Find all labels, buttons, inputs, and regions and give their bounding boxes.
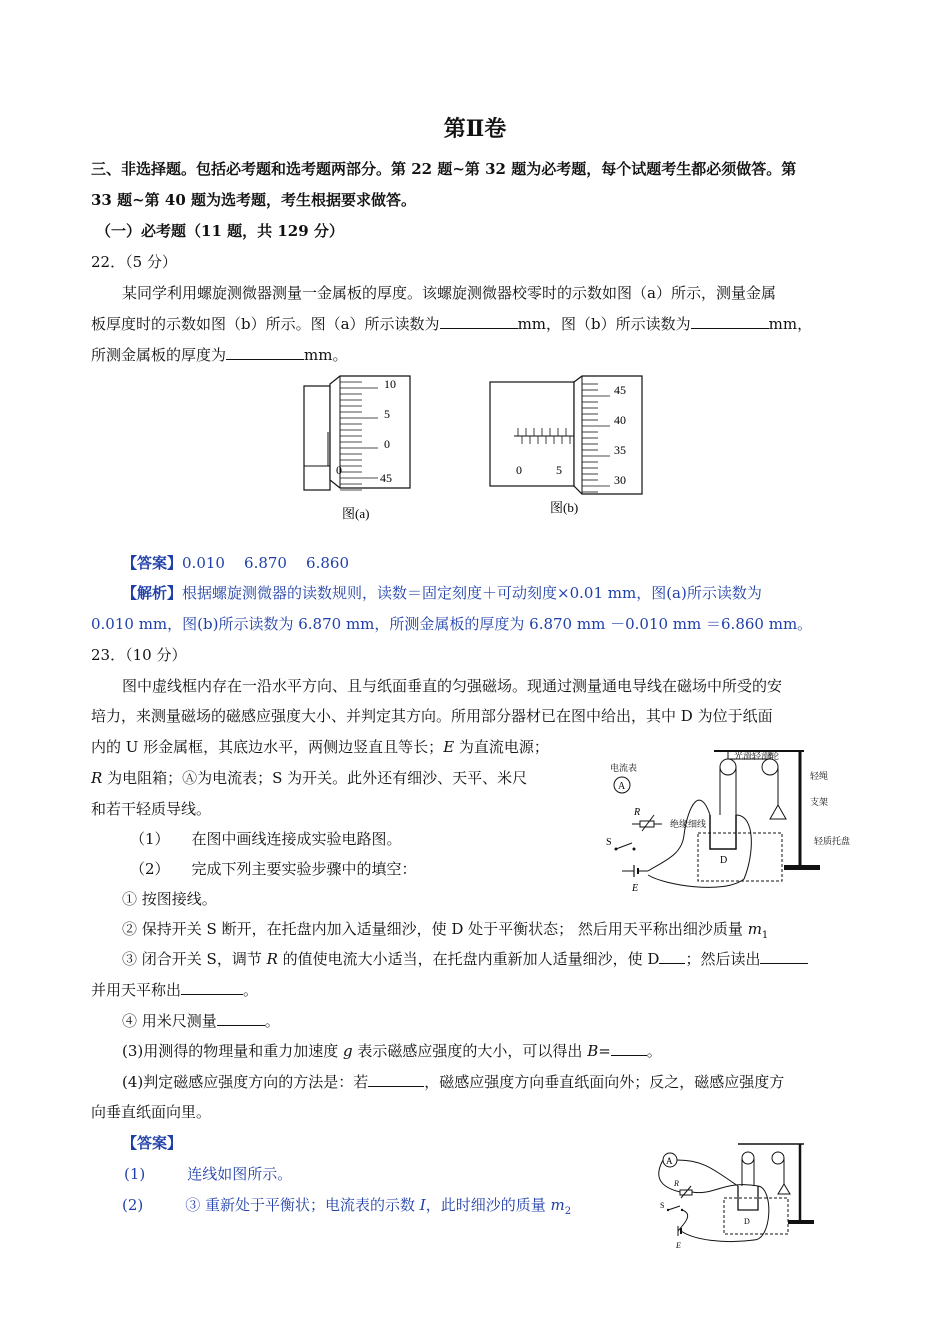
svg-text:S: S bbox=[606, 837, 612, 848]
svg-text:R: R bbox=[634, 807, 641, 818]
thimble-label: 30 bbox=[614, 473, 626, 487]
thimble-label: 45 bbox=[380, 471, 392, 485]
answer-blank[interactable] bbox=[226, 344, 304, 360]
q22-text-3: 所测金属板的厚度为 mm。 bbox=[91, 346, 348, 364]
q23-part-4: (4)判定磁感应强度方向的方法是：若 ，磁感应强度方向垂直纸面向外；反之，磁感应强度方 bbox=[122, 1073, 785, 1091]
svg-text:D: D bbox=[720, 855, 728, 866]
svg-text:E: E bbox=[632, 883, 639, 894]
q22-header: 22．（5 分） bbox=[91, 253, 177, 271]
switch-icon bbox=[616, 843, 632, 849]
pulley-icon bbox=[720, 759, 736, 775]
answer-circuit-figure bbox=[654, 1140, 824, 1250]
intro-line-2: 33 题~第 40 题为选考题，考生根据要求做答。 bbox=[91, 191, 416, 209]
q23-answer-2: (2) ③ 重新处于平衡状；电流表的示数 I，此时细沙的质量 $m_2$ bbox=[122, 1196, 572, 1217]
q23-sub-1: （1） 在图中画线连接成实验电路图。 bbox=[130, 830, 402, 848]
q23-text-5: 和若干轻质导线。 bbox=[91, 800, 212, 818]
tray-icon bbox=[770, 805, 786, 819]
tray-label: 轻质托盘 bbox=[814, 836, 851, 846]
answer-blank[interactable] bbox=[659, 948, 685, 964]
thimble-label: 45 bbox=[614, 383, 626, 397]
q23-answer-1: (1) 连线如图所示。 bbox=[124, 1165, 293, 1183]
q23-text-2: 培力，来测量磁场的磁感应强度大小、并判定其方向。所用部分器材已在图中给出，其中 D 为位于纸面 bbox=[91, 707, 773, 725]
micrometer-figure-a bbox=[300, 372, 420, 524]
micrometer-figure-b bbox=[488, 372, 648, 524]
answer-blank[interactable] bbox=[440, 313, 518, 329]
q23-text-3: 内的 U 形金属框，其底边水平，两侧边竖直且等长；E 为直流电源； bbox=[91, 738, 549, 756]
svg-text:A: A bbox=[618, 781, 626, 792]
q22-answer: 【答案】0.010 6.870 6.860 bbox=[122, 554, 349, 572]
thimble-label: 10 bbox=[384, 377, 396, 391]
answer-blank[interactable] bbox=[368, 1071, 424, 1087]
svg-text:E: E bbox=[676, 1241, 681, 1250]
sleeve-label: 5 bbox=[556, 463, 562, 477]
ammeter-label: 电流表 bbox=[610, 763, 638, 773]
required-heading: （一）必考题（11 题，共 129 分） bbox=[96, 222, 344, 240]
svg-text:A: A bbox=[666, 1156, 673, 1166]
answer-blank[interactable] bbox=[611, 1040, 647, 1056]
intro-line-1: 三、非选择题。包括必考题和选考题两部分。第 22 题~第 32 题为必考题，每个试题考生都必须做答。第 bbox=[91, 160, 797, 178]
q22-text-2: 板厚度时的示数如图（b）所示。图（a）所示读数为 mm，图（b）所示读数为 mm， bbox=[91, 315, 813, 333]
u-frame bbox=[710, 815, 736, 849]
pulley-label: 光滑轻滑轮 bbox=[734, 751, 780, 761]
stand-label: 支架 bbox=[810, 797, 829, 807]
q23-sub-2: （2） 完成下列主要实验步骤中的填空： bbox=[130, 860, 417, 878]
insulated-thread-label: 绝缘细线 bbox=[670, 819, 707, 829]
rope-label: 轻绳 bbox=[810, 771, 829, 781]
q23-answer-tag: 【答案】 bbox=[122, 1134, 183, 1152]
q23-header: 23．（10 分） bbox=[91, 646, 187, 664]
sleeve-label: 0 bbox=[516, 463, 522, 477]
svg-text:R: R bbox=[674, 1179, 679, 1188]
q23-step-3-cont: 并用天平称出 。 bbox=[91, 981, 259, 999]
figure-caption: 图(b) bbox=[550, 500, 579, 515]
answer-blank[interactable] bbox=[181, 979, 243, 995]
svg-text:S: S bbox=[660, 1201, 665, 1210]
q23-step-1: ① 按图接线。 bbox=[122, 890, 217, 908]
thimble-label: 35 bbox=[614, 443, 626, 457]
section-title: 第Ⅱ卷 bbox=[443, 116, 507, 142]
q23-text-4: R 为电阻箱；Ⓐ为电流表；S 为开关。此外还有细沙、天平、米尺 bbox=[91, 769, 528, 787]
thimble-label: 0 bbox=[384, 437, 390, 451]
figure-caption: 图(a) bbox=[342, 506, 370, 521]
thimble-label: 40 bbox=[614, 413, 626, 427]
q22-analysis-2: 0.010 mm，图(b)所示读数为 6.870 mm，所测金属板的厚度为 6.870 mm －0.010 mm ＝6.860 mm。 bbox=[91, 615, 813, 633]
answer-blank[interactable] bbox=[217, 1010, 265, 1026]
q22-analysis-1: 【解析】根据螺旋测微器的读数规则，读数＝固定刻度＋可动刻度×0.01 mm，图(a)所示读数为 bbox=[122, 584, 762, 602]
thimble-label: 5 bbox=[384, 407, 390, 421]
q23-part-4-cont: 向垂直纸面向里。 bbox=[91, 1103, 212, 1121]
answer-blank[interactable] bbox=[760, 948, 808, 964]
q23-text-1: 图中虚线框内存在一沿水平方向、且与纸面垂直的匀强磁场。现通过测量通电导线在磁场中所受的安 bbox=[122, 677, 783, 695]
answer-blank[interactable] bbox=[691, 313, 769, 329]
q23-part-3: (3)用测得的物理量和重力加速度 g 表示磁感应强度的大小，可以得出 B= 。 bbox=[122, 1042, 662, 1060]
q23-step-3: ③ 闭合开关 S，调节 R 的值使电流大小适当，在托盘内重新加人适量细沙，使 D ；然后读出 bbox=[122, 948, 808, 970]
q22-text-1: 某同学利用螺旋测微器测量一金属板的厚度。该螺旋测微器校零时的示数如图（a）所示，测量金属 bbox=[122, 284, 776, 302]
q23-step-4: ④ 用米尺测量 。 bbox=[122, 1012, 280, 1030]
q23-step-2: ② 保持开关 S 断开，在托盘内加入适量细沙，使 D 处于平衡状态； 然后用天平称出细沙质量 $m_1$ bbox=[122, 920, 769, 941]
sleeve-label: 0 bbox=[336, 463, 342, 477]
svg-text:D: D bbox=[744, 1217, 750, 1226]
switch-icon bbox=[668, 1206, 680, 1210]
pulley-icon bbox=[762, 759, 778, 775]
experiment-figure bbox=[604, 745, 866, 895]
